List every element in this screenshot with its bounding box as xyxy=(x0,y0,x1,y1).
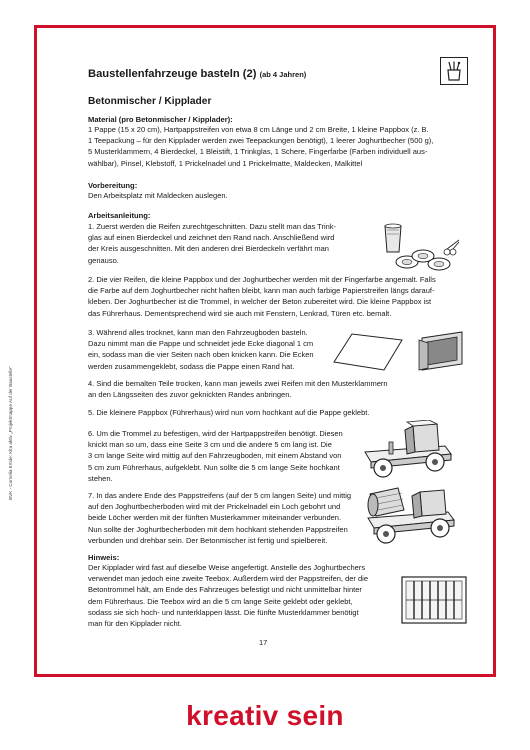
step-line: werden zusammengeklebt, sodass die Pappe einen Rand hat. xyxy=(88,361,295,371)
anleitung-heading: Arbeitsanleitung: xyxy=(88,211,151,220)
step-line: der Kreis ausgeschnitten. Mit den anderen drei Bierdeckeln verfährt man xyxy=(88,244,329,254)
hinweis-line: man für den Kipplader nicht. xyxy=(88,619,182,629)
step-line: knickt man so um, dass eine Seite 3 cm und die andere 5 cm lang ist. Die xyxy=(88,440,332,450)
vorbereitung-text xyxy=(88,190,228,201)
hinweis-line: Betontrommel hält, am Ende des Fahrzeuges befestigt und nicht unmittelbar hinter xyxy=(88,585,362,595)
hinweis-text xyxy=(88,562,368,629)
step-line: 2. Die vier Reifen, die kleine Pappbox und der Joghurtbecher werden mit der Fingerfarbe angemalt. Falls xyxy=(88,275,436,284)
step-line: 3. Während alles trocknet, kann man den Fahrzeugboden basteln. xyxy=(88,328,308,337)
step-line: 3 cm lange Seite wird mittig auf den Fahrzeugboden, mit einem Abstand von xyxy=(88,451,342,461)
step-5 xyxy=(88,407,369,418)
cement-mixer-cab-illustration xyxy=(355,420,463,482)
step-line: 6. Um die Trommel zu befestigen, wird der Hartpappstreifen benötigt. Diesen xyxy=(88,429,343,438)
vorbereitung-heading: Vorbereitung: xyxy=(88,181,138,190)
step-line: glas auf einen Bierdeckel und zeichnet den Rand nach. Anschließend wird xyxy=(88,233,335,243)
step-1 xyxy=(88,221,336,266)
material-line: 5 Musterklammern, 4 Bierdeckel, 1 Bleistift, 1 Trinkglas, 1 Schere, Fingerfarbe (Farben individuell aus- xyxy=(88,147,428,157)
glass-and-coasters-illustration xyxy=(375,222,465,274)
step-line: 5 cm zum Führerhaus, aufgeklebt. Nun sollte die 5 cm lange Seite hochkant xyxy=(88,462,340,472)
step-line: 1. Zuerst werden die Reifen zurechtgeschnitten. Dazu stellt man das Trink- xyxy=(88,222,337,231)
page-title xyxy=(88,68,306,80)
material-line: 1 Teepackung – für den Kipplader werden zwei Teepackungen benötigt), 1 leerer Joghurtbecher (500 g), xyxy=(88,136,434,146)
hinweis-line: Der Kipplader wird fast auf dieselbe Weise angefertigt. Anstelle des Joghurtbechers xyxy=(88,563,366,572)
material-heading: Material (pro Betonmischer / Kipplader): xyxy=(88,115,233,124)
shelf-illustration xyxy=(400,575,468,627)
step-line: an den Längsseiten des zuvor geknickten Randes anbringen. xyxy=(88,390,292,400)
step-line: Nun sollte der Joghurtbecherboden mit dem hochkant stehenden Pappstreifen xyxy=(88,524,348,534)
step-3 xyxy=(88,327,314,372)
step-line: 4. Sind die bemalten Teile trocken, kann man jeweils zwei Reifen mit den Musterklammern xyxy=(88,379,388,388)
section-subtitle: Betonmischer / Kipplader xyxy=(88,96,212,107)
hinweis-line: sodass sie sich hoch- und runterklappen lässt. Die fünfte Musterklammer benötigt xyxy=(88,607,359,617)
step-line: stehen. xyxy=(88,473,113,483)
step-line: 7. In das andere Ende des Pappstreifens (auf der 5 cm langen Seite) und mittig xyxy=(88,491,352,500)
hinweis-heading: Hinweis: xyxy=(88,553,120,562)
step-line: verbunden und drehbar sein. Der Betonmischer ist fertig und spielbereit. xyxy=(88,535,328,545)
step-line: ein, sodass man die vier Seiten nach oben knicken kann. Die Ecken xyxy=(88,350,314,360)
step-4 xyxy=(88,378,388,400)
step-6 xyxy=(88,428,343,484)
page-number: 17 xyxy=(259,638,268,647)
hinweis-line: dem Führerhaus. Die Teebox wird an die 5 cm lange Seite geklebt oder geklebt, xyxy=(88,596,353,606)
title-age: (ab 4 Jahren) xyxy=(259,70,307,79)
step-line: 5. Die kleinere Pappbox (Führerhaus) wird nun vorn hochkant auf die Pappe geklebt. xyxy=(88,408,370,417)
craft-supplies-icon xyxy=(440,57,468,85)
step-line: Dazu nimmt man die Pappe und schneidet jede Ecke diagonal 1 cm xyxy=(88,339,314,349)
step-line: das Führerhaus. Dementsprechend wird sie auch mit Fenstern, Lenkrad, Türen etc. bemalt. xyxy=(88,308,392,318)
publisher-note: BVK - Cornelia Emde: Kita aktiv „Projektmappe Auf der Baustelle“ xyxy=(8,366,13,500)
material-text xyxy=(88,124,433,169)
footer-slogan: kreativ sein xyxy=(186,700,344,731)
step-7 xyxy=(88,490,351,546)
title-text: Baustellenfahrzeuge basteln (2) xyxy=(88,68,257,80)
step-line: kleben. Der Joghurtbecher ist die Trommel, in welcher der Beton zubereitet wird. Die kleine Pappbox ist xyxy=(88,297,432,307)
cardboard-base-illustration xyxy=(330,328,470,376)
vorbereitung-line: Den Arbeitsplatz mit Maldecken auslegen. xyxy=(88,191,228,200)
step-line: beide Löcher werden mit der fünften Musterkammer miteinander verbunden. xyxy=(88,513,342,523)
material-line: wählbar), Pinsel, Klebstoff, 1 Prickelnadel und 1 Prickelmatte, Maldecken, Malkittel xyxy=(88,158,363,168)
step-line: genauso. xyxy=(88,255,119,265)
material-line: 1 Pappe (15 x 20 cm), Hartpappstreifen von etwa 8 cm Länge und 2 cm Breite, 1 kleine Pappbox (z. B. xyxy=(88,125,429,134)
hinweis-line: verwendet man jedoch eine zweite Teebox. Außerdem wird der Pappstreifen, der die xyxy=(88,574,369,584)
step-line: die Farbe auf dem Joghurtbecher nicht haften bleibt, kann man auch farbige Papierstreifen längs darauf- xyxy=(88,286,435,296)
step-2 xyxy=(88,274,436,319)
step-line: auf den Joghurtbecherboden wird mit der Prickelnadel ein Loch gebohrt und xyxy=(88,502,341,512)
cement-mixer-drum-illustration xyxy=(360,484,465,548)
